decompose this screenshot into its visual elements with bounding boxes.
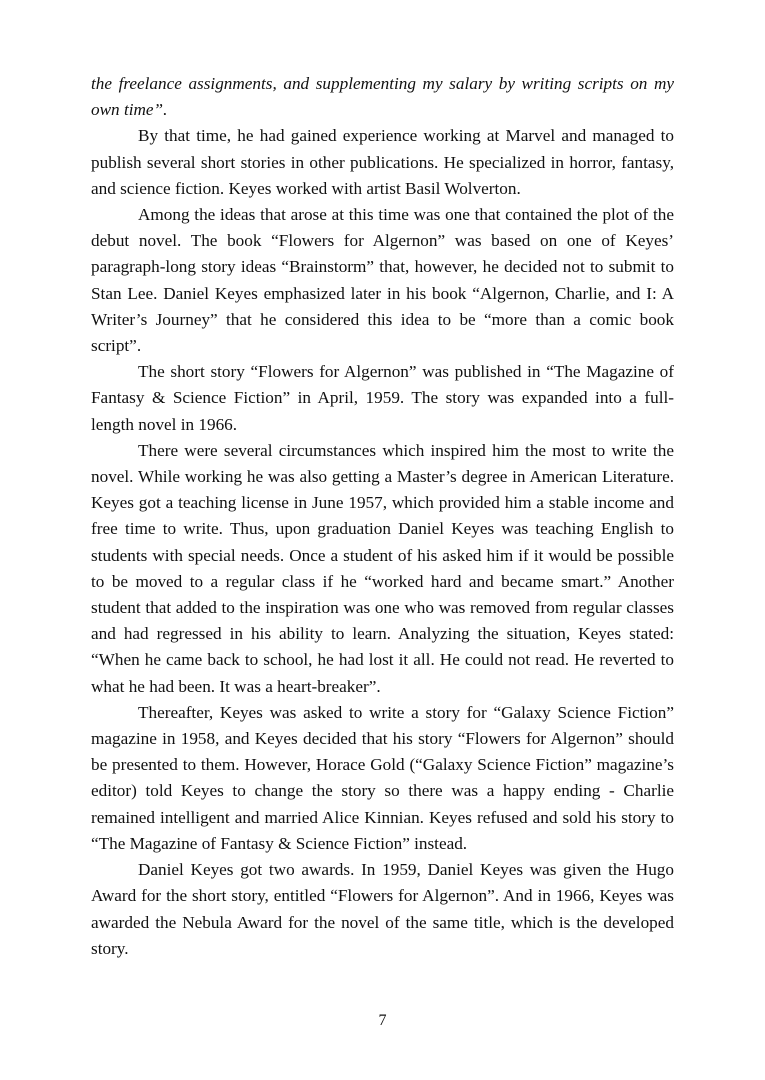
page-number: 7 (378, 1012, 387, 1029)
paragraph-awards: Daniel Keyes got two awards. In 1959, Daniel Keyes was given the Hugo Award for the short story, entitled “Flowers for Algernon”. And in 1966, Keyes was awarded the Nebula Award for the novel of the same title, which is the developed story. (91, 860, 674, 958)
paragraph-publication: The short story “Flowers for Algernon” was published in “The Magazine of Fantasy & Science Fiction” in April, 1959. The story was expanded into a full-length novel in 1966. (91, 362, 674, 434)
paragraph-inspiration: There were several circumstances which inspired him the most to write the novel. While working he was also getting a Master’s degree in American Literature. Keyes got a teaching license in June 1957, which provided him a stable income and free time to write. Thus, upon graduation Daniel Keyes was teaching English to students with special needs. Once a student of his asked him if it would be possible to be moved to a regular class if he “worked hard and became smart.” Another student that added to the inspiration was one who was removed from regular classes and had regressed in his ability to learn. Analyzing the situation, Keyes stated: “When he came back to school, he had lost it all. He could not read. He reverted to what he had been. It was a heart-breaker”. (91, 440, 674, 696)
intro-quote-paragraph: the freelance assignments, and supplementing my salary by writing scripts on my own time”. (91, 74, 674, 120)
paragraph-marvel-experience: By that time, he had gained experience working at Marvel and managed to publish several short stories in other publications. He specialized in horror, fantasy, and science fiction. Keyes worked with artist Basil Wolverton. (91, 126, 674, 198)
body-text (91, 71, 674, 962)
paragraph-galaxy-magazine: Thereafter, Keyes was asked to write a story for “Galaxy Science Fiction” magazine in 1958, and Keyes decided that his story “Flowers for Algernon” should be presented to them. However, Horace Gold (“Galaxy Science Fiction” magazine’s editor) told Keyes to change the story so there was a happy ending - Charlie remained intelligent and married Alice Kinnian. Keyes refused and sold his story to “The Magazine of Fantasy & Science Fiction” instead. (91, 702, 674, 853)
paragraph-brainstorm-idea: Among the ideas that arose at this time was one that contained the plot of the debut novel. The book “Flowers for Algernon” was based on one of Keyes’ paragraph-long story ideas “Brainstorm” that, however, he decided not to submit to Stan Lee. Daniel Keyes emphasized later in his book “Algernon, Charlie, and I: A Writer’s Journey” that he considered this idea to be “more than a comic book script”. (91, 205, 674, 356)
